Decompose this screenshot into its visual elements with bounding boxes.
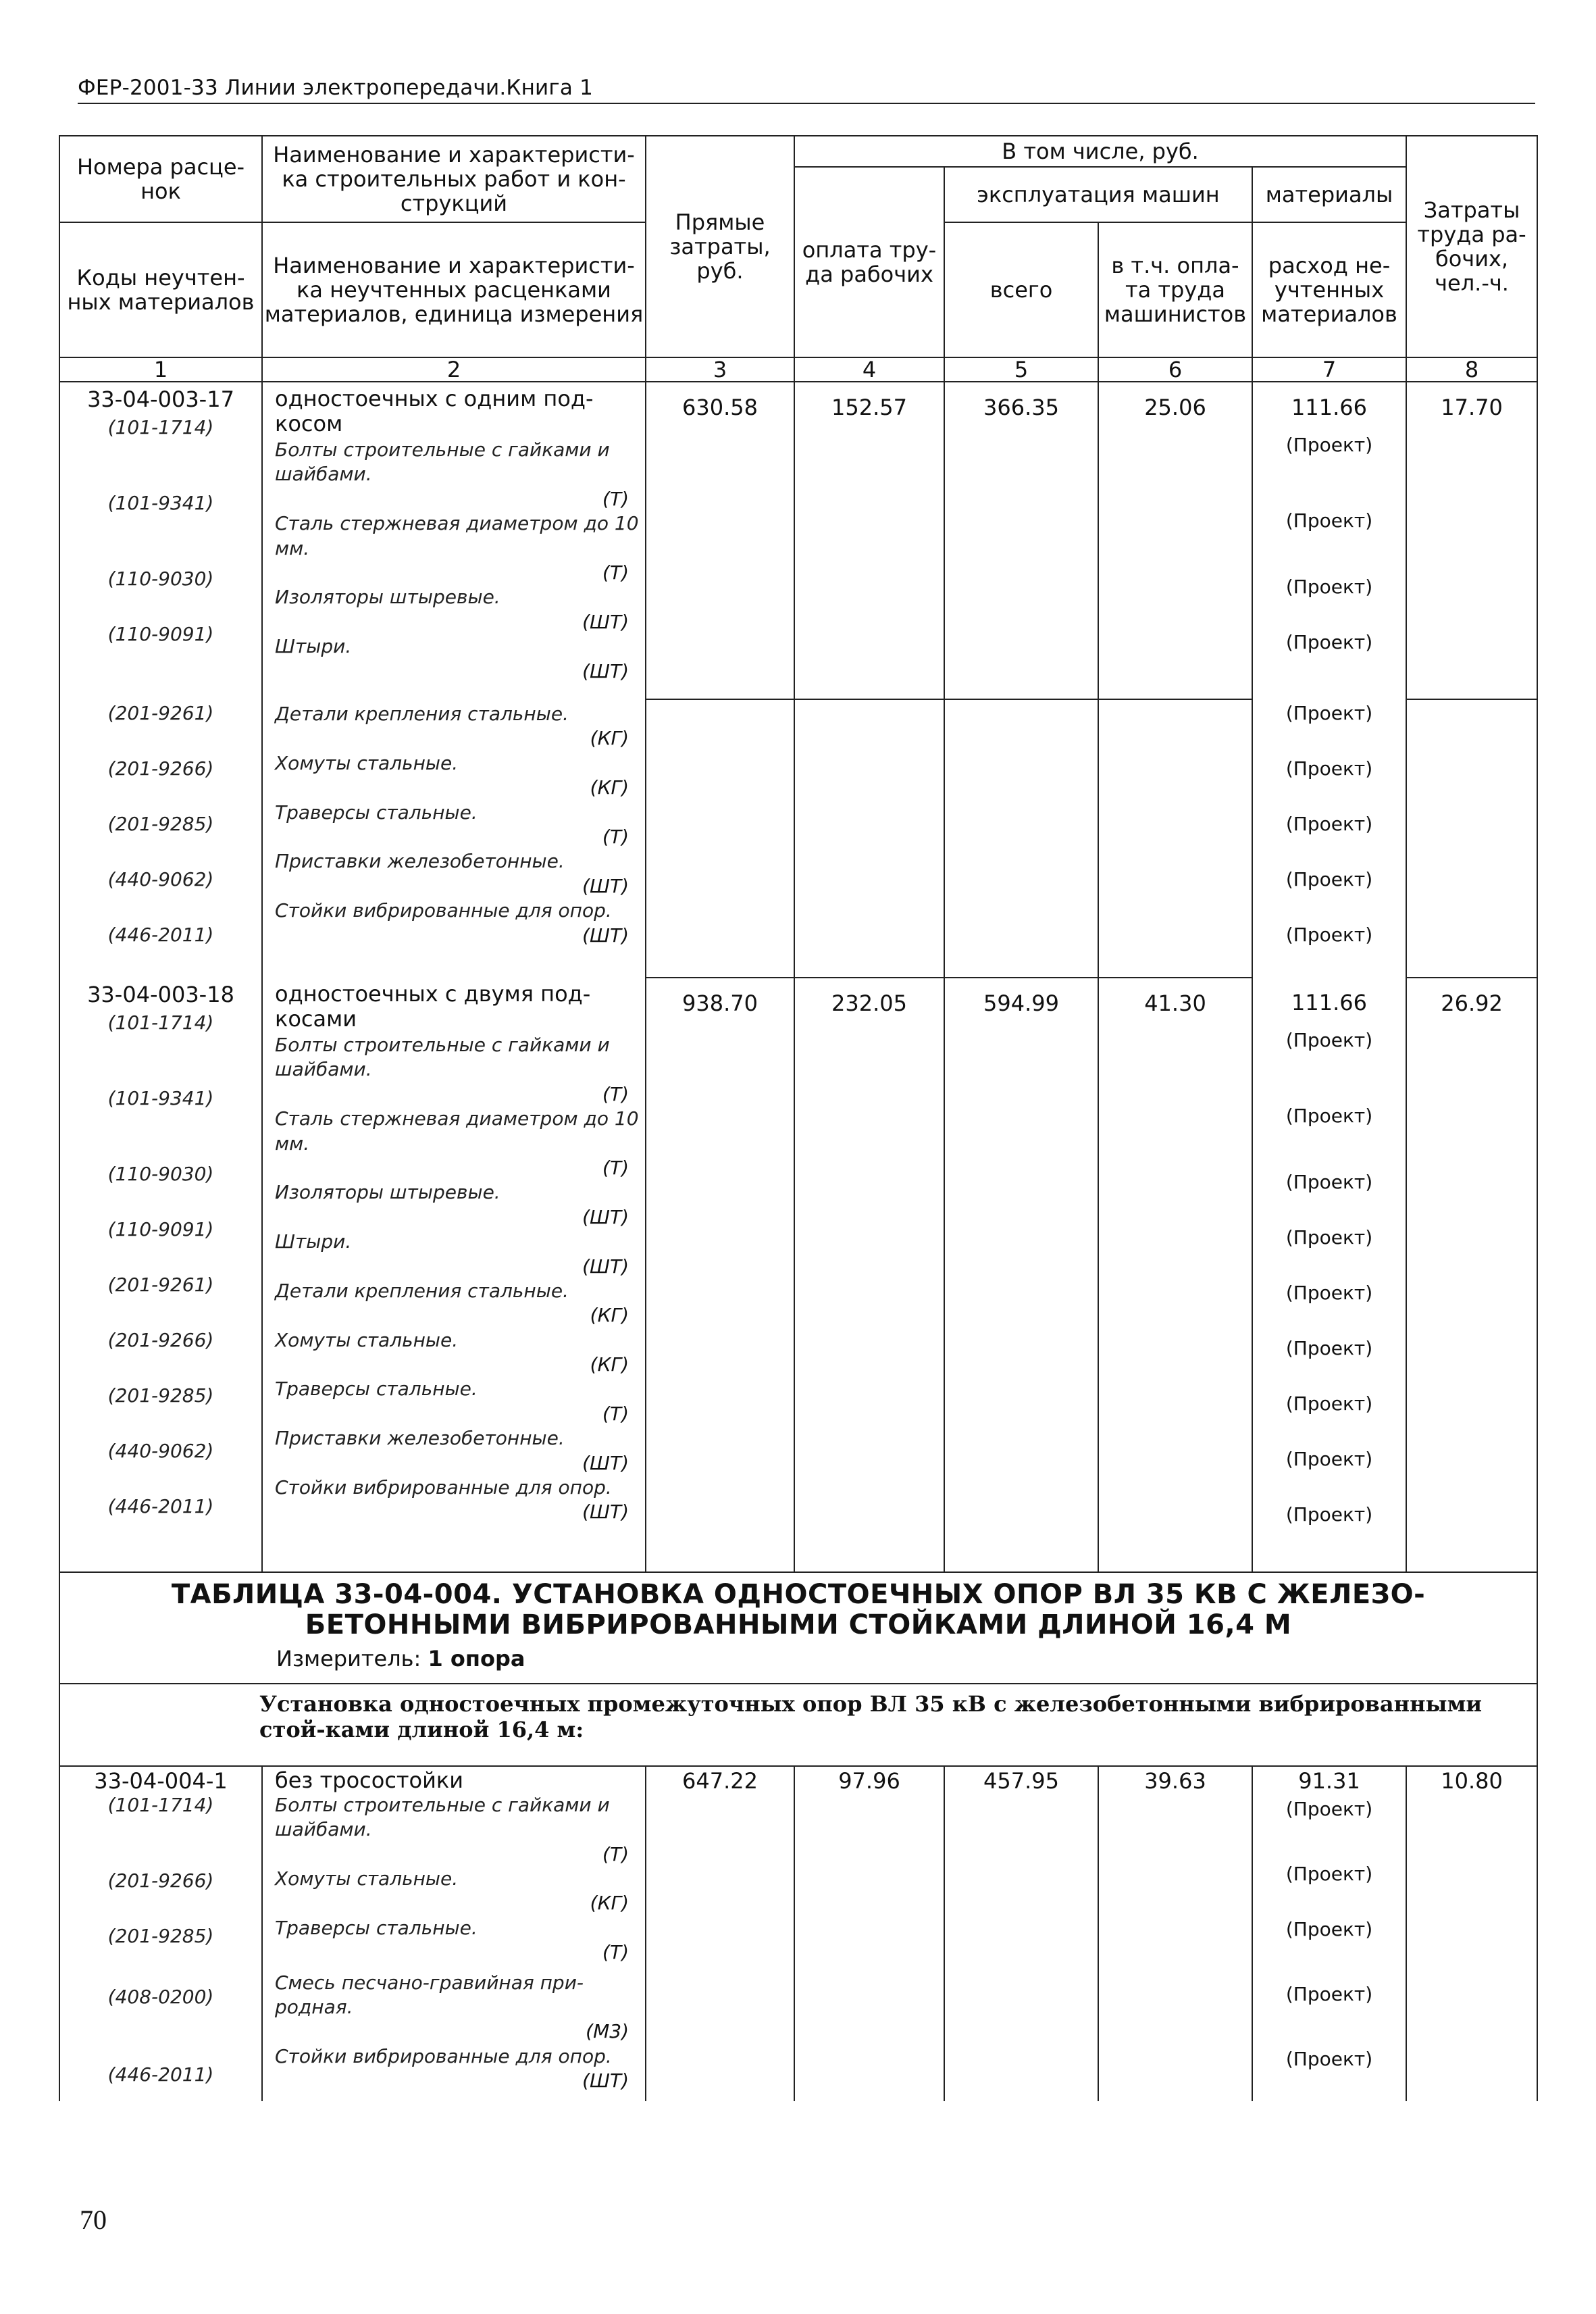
material-source: (Проект) [1285, 631, 1373, 653]
direct-costs [646, 978, 794, 1572]
material-code: (440-9062) [107, 868, 214, 890]
material-unit: (Т) [602, 1402, 629, 1425]
material-unit: (Т) [602, 1156, 629, 1179]
work-name: без тросостойки [275, 1767, 464, 1793]
value-labor-hours: 17.70 [1441, 395, 1503, 420]
measure-label: Измеритель: [276, 1645, 421, 1671]
material-code: (408-0200) [107, 1986, 214, 2008]
col-number: 3 [646, 357, 794, 382]
material-source: (Проект) [1285, 1448, 1373, 1470]
material-code: (101-9341) [107, 492, 214, 514]
material-code: (110-9091) [107, 1218, 214, 1240]
material-source: (Проект) [1285, 757, 1373, 780]
value-materials: 91.31 [1298, 1768, 1360, 1794]
material-name: Хомуты стальные. [275, 1867, 459, 1890]
measure-value: 1 опора [428, 1645, 525, 1671]
machinists-pay [1098, 978, 1252, 1572]
value-machines: 366.35 [983, 395, 1059, 420]
material-unit: (Т) [602, 825, 629, 848]
material-unit: (КГ) [590, 1304, 629, 1327]
column-numbers-row [59, 357, 1537, 382]
material-code: (201-9261) [107, 1274, 214, 1296]
col-number: 7 [1252, 357, 1406, 382]
machines-total [944, 978, 1098, 1572]
rate-code: 33-04-003-17 [87, 386, 234, 412]
material-name: Болты строительные с гайками и шайбами. [275, 438, 610, 486]
material-code: (201-9266) [107, 757, 214, 780]
col-number: 5 [944, 357, 1098, 382]
material-name: Траверсы стальные. [275, 1378, 478, 1401]
material-name: Болты строительные с гайками и шайбами. [275, 1034, 610, 1081]
code-cell [59, 699, 262, 978]
header-labor-hours: Затраты труда ра-бочих, чел.-ч. [1406, 136, 1537, 357]
material-unit: (Т) [602, 1842, 629, 1865]
value-labor-pay: 232.05 [831, 990, 907, 1016]
rate-code: 33-04-003-18 [87, 982, 234, 1007]
price-table [59, 135, 1538, 2101]
value-machines: 594.99 [983, 990, 1059, 1016]
material-name: Сталь стержневая диаметром до 10 мм. [275, 512, 639, 559]
name-cell [262, 382, 646, 699]
page-number: 70 [80, 2205, 107, 2235]
header-including: В том числе, руб. [794, 136, 1406, 167]
materials-cell [1252, 1766, 1406, 2101]
material-name: Изоляторы штыревые. [275, 586, 500, 609]
empty-cell [944, 699, 1098, 978]
machinists-pay [1098, 382, 1252, 699]
value-direct: 630.58 [682, 395, 758, 420]
code-cell [59, 978, 262, 1572]
value-materials: 111.66 [1291, 395, 1367, 420]
material-name: Приставки железобетонные. [275, 1427, 565, 1450]
material-name: Штыри. [275, 635, 352, 658]
material-source: (Проект) [1285, 1337, 1373, 1359]
value-labor-pay: 97.96 [838, 1768, 900, 1794]
value-labor-hours: 10.80 [1441, 1768, 1503, 1794]
direct-costs [646, 382, 794, 699]
material-code: (201-9285) [107, 1925, 214, 1947]
material-source: (Проект) [1285, 1918, 1373, 1940]
value-machinists: 25.06 [1144, 395, 1206, 420]
material-name: Стойки вибрированные для опор. [275, 1476, 612, 1499]
name-cell [262, 1766, 646, 2101]
header-materials: материалы [1252, 167, 1406, 222]
col-number: 6 [1098, 357, 1252, 382]
section-heading [59, 1572, 1537, 1684]
machines-total [944, 382, 1098, 699]
value-labor-hours: 26.92 [1441, 990, 1503, 1016]
material-source: (Проект) [1285, 1171, 1373, 1193]
value-machinists: 41.30 [1144, 990, 1206, 1016]
material-code: (201-9261) [107, 702, 214, 724]
value-labor-pay: 152.57 [831, 395, 907, 420]
labor-hours [1406, 978, 1537, 1572]
value-direct: 938.70 [682, 990, 758, 1016]
materials-cell [1252, 382, 1406, 699]
material-source: (Проект) [1285, 1798, 1373, 1820]
header-rule [78, 103, 1535, 104]
material-source: (Проект) [1285, 1863, 1373, 1885]
rate-block-continued [59, 699, 1537, 978]
rate-block [59, 382, 1537, 699]
material-source: (Проект) [1285, 1029, 1373, 1051]
labor-pay [794, 978, 944, 1572]
material-code: (101-1714) [107, 416, 214, 438]
materials-cell [1252, 699, 1406, 978]
code-cell [59, 382, 262, 699]
running-header: ФЕР-2001-33 Линии электропередачи.Книга 1 [78, 76, 594, 100]
material-code: (110-9030) [107, 568, 214, 590]
material-source: (Проект) [1285, 2048, 1373, 2070]
material-unit: (Т) [602, 1941, 629, 1964]
material-unit: (КГ) [590, 1892, 629, 1915]
material-name: Хомуты стальные. [275, 1328, 459, 1351]
header-machinists-pay: в т.ч. опла-та труда машинистов [1098, 222, 1252, 357]
material-source: (Проект) [1285, 813, 1373, 835]
material-source: (Проект) [1285, 434, 1373, 456]
empty-cell [1406, 699, 1537, 978]
material-name: Детали крепления стальные. [275, 703, 569, 725]
header-machines: эксплуатация машин [944, 167, 1252, 222]
material-source: (Проект) [1285, 509, 1373, 532]
material-name: Штыри. [275, 1230, 352, 1253]
material-name: Стойки вибрированные для опор. [275, 2044, 612, 2067]
material-source: (Проект) [1285, 924, 1373, 946]
empty-cell [1098, 699, 1252, 978]
header-material-codes: Коды неучтен-ных материалов [59, 222, 262, 357]
empty-cell [646, 699, 794, 978]
material-code: (101-1714) [107, 1794, 214, 1816]
material-code: (446-2011) [107, 2063, 214, 2086]
material-unit: (ШТ) [582, 1501, 629, 1524]
material-unit: (ШТ) [582, 1205, 629, 1228]
material-code: (201-9285) [107, 1384, 214, 1407]
subsection-title: Установка одностоечных промежуточных опор ВЛ 35 кВ с железобетонными вибрированными стой-ками длиной 16,4 м: [59, 1684, 1537, 1766]
value-machinists: 39.63 [1144, 1768, 1206, 1794]
material-source: (Проект) [1285, 702, 1373, 724]
material-code: (110-9091) [107, 623, 214, 645]
material-unit: (Т) [602, 561, 629, 584]
measure-line [80, 1646, 1516, 1671]
header-labor-pay: оплата тру-да рабочих [794, 167, 944, 357]
material-name: Стойки вибрированные для опор. [275, 899, 612, 922]
col-number: 4 [794, 357, 944, 382]
material-code: (101-9341) [107, 1087, 214, 1109]
material-name: Детали крепления стальные. [275, 1279, 569, 1302]
material-name: Траверсы стальные. [275, 1916, 478, 1939]
material-unit: (М3) [586, 2020, 629, 2043]
material-source: (Проект) [1285, 1503, 1373, 1526]
material-source: (Проект) [1285, 1105, 1373, 1127]
labor-hours [1406, 1766, 1537, 2101]
material-unit: (ШТ) [582, 1451, 629, 1474]
value-materials: 111.66 [1291, 990, 1367, 1015]
material-unit: (КГ) [590, 776, 629, 799]
value-machines: 457.95 [983, 1768, 1059, 1794]
material-unit: (ШТ) [582, 924, 629, 947]
material-source: (Проект) [1285, 1392, 1373, 1415]
material-source: (Проект) [1285, 1282, 1373, 1304]
material-unit: (ШТ) [582, 1255, 629, 1278]
header-machines-total: всего [944, 222, 1098, 357]
material-unit: (ШТ) [582, 610, 629, 633]
work-name: одностоечных с двумя под-косами [275, 981, 591, 1032]
material-source: (Проект) [1285, 1983, 1373, 2005]
value-direct: 647.22 [682, 1768, 758, 1794]
empty-cell [794, 699, 944, 978]
machinists-pay [1098, 1766, 1252, 2101]
header-work-name: Наименование и характеристи-ка строительных работ и кон-струкций [262, 136, 646, 222]
materials-cell [1252, 978, 1406, 1572]
material-unit: (Т) [602, 487, 629, 510]
work-name: одностоечных с одним под-косом [275, 386, 594, 436]
material-name: Изоляторы штыревые. [275, 1181, 500, 1204]
material-unit: (Т) [602, 1082, 629, 1105]
material-name: Сталь стержневая диаметром до 10 мм. [275, 1107, 639, 1155]
header-direct-costs: Прямые затраты, руб. [646, 136, 794, 357]
material-unit: (ШТ) [582, 659, 629, 682]
name-cell [262, 978, 646, 1572]
direct-costs [646, 1766, 794, 2101]
labor-pay [794, 382, 944, 699]
material-code: (101-1714) [107, 1011, 214, 1034]
material-name: Смесь песчано-гравийная при-родная. [275, 1971, 584, 2018]
material-unit: (КГ) [590, 1353, 629, 1376]
material-source: (Проект) [1285, 868, 1373, 890]
material-name: Хомуты стальные. [275, 751, 459, 774]
material-code: (201-9285) [107, 813, 214, 835]
labor-hours [1406, 382, 1537, 699]
material-code: (201-9266) [107, 1329, 214, 1351]
material-name: Траверсы стальные. [275, 801, 478, 824]
material-code: (110-9030) [107, 1163, 214, 1185]
material-code: (446-2011) [107, 924, 214, 946]
rate-block [59, 978, 1537, 1572]
material-name: Болты строительные с гайками и шайбами. [275, 1793, 610, 1841]
labor-pay [794, 1766, 944, 2101]
header-rate-numbers: Номера расце-нок [59, 136, 262, 222]
material-code: (201-9266) [107, 1869, 214, 1892]
header-material-names: Наименование и характеристи-ка неучтенных расценками материалов, единица измерения [262, 222, 646, 357]
rate-code: 33-04-004-1 [94, 1768, 228, 1794]
code-cell [59, 1766, 262, 2101]
material-unit: (ШТ) [582, 874, 629, 897]
machines-total [944, 1766, 1098, 2101]
rate-block [59, 1766, 1537, 2101]
name-cell [262, 699, 646, 978]
material-code: (440-9062) [107, 1440, 214, 1462]
col-number: 1 [59, 357, 262, 382]
col-number: 8 [1406, 357, 1537, 382]
material-unit: (КГ) [590, 727, 629, 750]
section-title: ТАБЛИЦА 33-04-004. УСТАНОВКА ОДНОСТОЕЧНЫХ ОПОР ВЛ 35 КВ С ЖЕЛЕЗО- БЕТОННЫМИ ВИБРИРОВАННЫМИ СТОЙКАМИ ДЛИНОЙ 16,4 М [171, 1579, 1426, 1640]
material-code: (446-2011) [107, 1495, 214, 1517]
col-number: 2 [262, 357, 646, 382]
header-unaccounted-materials: расход не-учтенных материалов [1252, 222, 1406, 357]
material-unit: (ШТ) [582, 2069, 629, 2092]
material-name: Приставки железобетонные. [275, 850, 565, 873]
material-source: (Проект) [1285, 1226, 1373, 1249]
material-source: (Проект) [1285, 576, 1373, 598]
